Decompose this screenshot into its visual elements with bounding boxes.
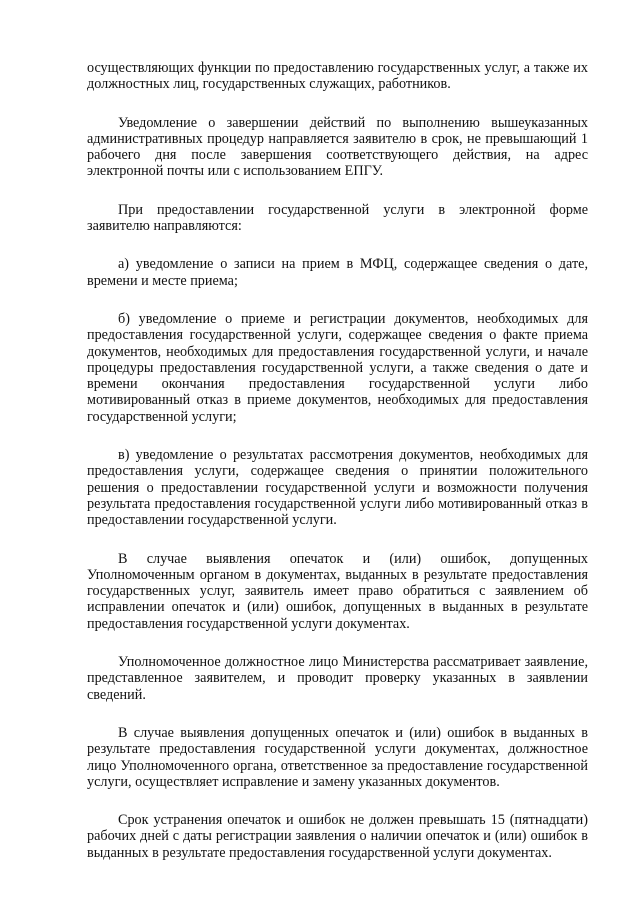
paragraph-correction-deadline: Срок устранения опечаток и ошибок не должен превышать 15 (пятнадцати) рабочих дней с даты регистрации заявления о наличии опечаток и (или) ошибок в выданных в результате предоставления государственной услуги документах. — [87, 812, 588, 861]
document-body — [87, 60, 588, 883]
paragraph-continuation: осуществляющих функции по предоставлению государственных услуг, а также их должностных лиц, государственных служащих, работников. — [87, 60, 588, 93]
paragraph-typo-detection: В случае выявления опечаток и (или) ошибок, допущенных Уполномоченным органом в документах, выданных в результате предоставления государственных услуг, заявитель имеет право обратиться с заявлением об исправлении опечаток и (или) ошибок, допущенных в выданных в результате предоставления государственной услуги документах. — [87, 550, 588, 632]
paragraph-electronic-form-intro: При предоставлении государственной услуги в электронной форме заявителю направляются: — [87, 201, 588, 235]
paragraph-official-review: Уполномоченное должностное лицо Министерства рассматривает заявление, представленное заявителем, и проводит проверку указанных в заявлении сведений. — [87, 654, 588, 703]
paragraph-item-c: в) уведомление о результатах рассмотрения документов, необходимых для предоставления услуги, содержащее сведения о принятии положительного решения о предоставлении государственной услуги и возможности получения результата предоставления государственной услуги либо мотивированный отказ в предоставлении государственной услуги. — [87, 447, 588, 529]
paragraph-notification-completion: Уведомление о завершении действий по выполнению вышеуказанных административных процедур направляется заявителю в срок, не превышающий 1 рабочего дня после завершения соответствующего действия, на адрес электронной почты или с использованием ЕПГУ. — [87, 114, 588, 180]
paragraph-item-b: б) уведомление о приеме и регистрации документов, необходимых для предоставления государственной услуги, содержащее сведения о факте приема документов, необходимых для предоставления государственной услуги, и начале процедуры предоставления государственной услуги, а также сведения о дате и времени окончания предоставления государственной услуги либо мотивированный отказ в приеме документов, необходимых для предоставления государственной услуги; — [87, 310, 588, 425]
paragraph-correction-replacement: В случае выявления допущенных опечаток и (или) ошибок в выданных в результате предоставления государственной услуги документах, должностное лицо Уполномоченного органа, ответственное за предоставление государственной услуги, осуществляет исправление и замену указанных документов. — [87, 724, 588, 790]
paragraph-item-a: а) уведомление о записи на прием в МФЦ, содержащее сведения о дате, времени и месте приема; — [87, 256, 588, 289]
